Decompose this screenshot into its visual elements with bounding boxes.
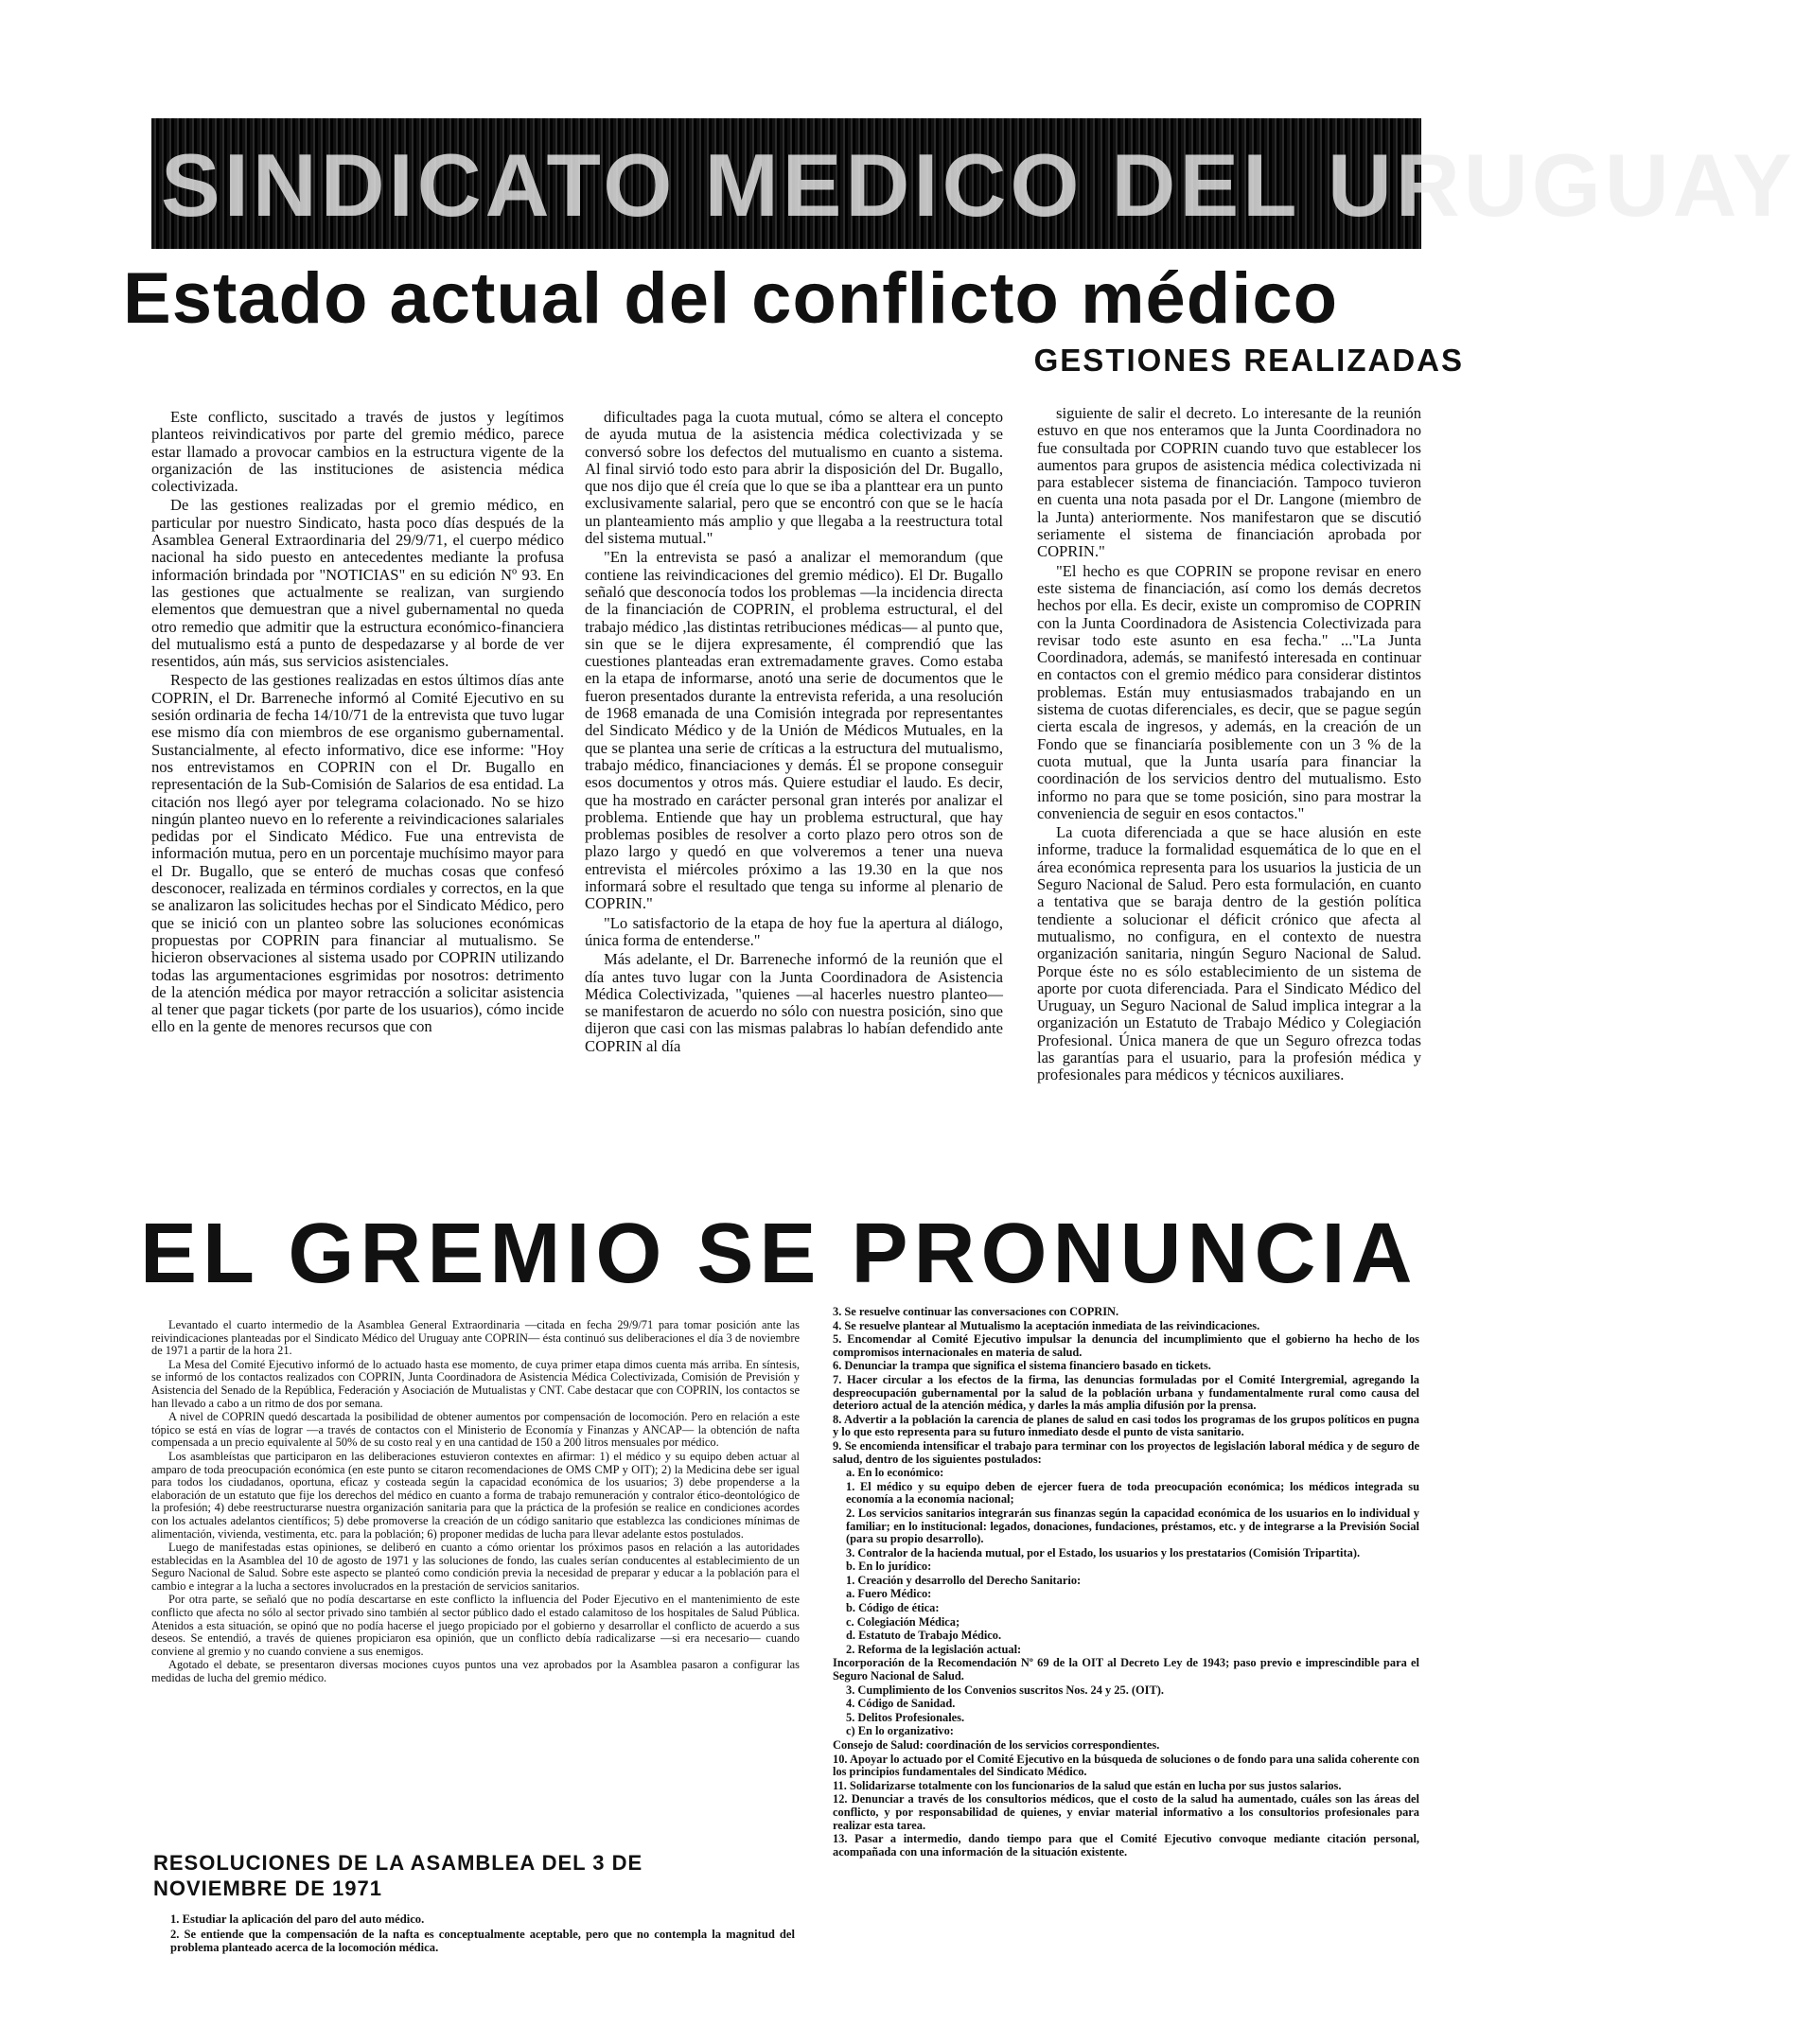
article-column-3 [1037,405,1421,1200]
paragraph: Agotado el debate, se presentaron diversas mociones cuyos puntos una vez aprobados por la Asamblea pasaron a configurar las medidas de lucha del gremio médico. [151,1658,800,1685]
resolution-item [833,1753,1419,1779]
resolution-text: Denunciar la trampa que significa el sistema financiero basado en tickets. [844,1359,1211,1373]
paragraph: De las gestiones realizadas por el gremio médico, en particular por nuestro Sindicato, hasta poco días después de la Asamblea General Extraordinaria del 29/9/71, el cuerpo médico nacional ha sido puesto en antecedentes mediante la profusa información brindada por "NOTICIAS" en su edición Nº 93. En las gestiones que actualmente se realizan, van surgiendo elementos que demuestran que a nivel gubernamental no queda otro remedio que admitir que la estructura económico-financiera del mutualismo está a punto de despedazarse y al borde de ver resentidos, aún más, sus servicios asistenciales. [151,496,564,671]
resolution-number: 2. [170,1927,180,1941]
resolution-text: Advertir a la población la carencia de planes de salud en casi todos los programas de los grupos políticos en pugna y lo que esto representa para su futuro inmediato desde el punto de vista sanitario. [833,1412,1419,1439]
resolution-item [833,1684,1419,1698]
resolution-text: Fuero Médico: [857,1587,932,1601]
paragraph: A nivel de COPRIN quedó descartada la posibilidad de obtener aumentos por compensación de locomoción. Pero en relación a este tópico se está en vías de lograr —a través de contactos con el Ministerio de Economía y Finanzas y ANCAP— la obtención de nafta compensada a un precio equivalente al 50% de su costo real y en una cantidad de 150 a 200 litros mensuales por médico. [151,1410,800,1450]
resolution-item [833,1360,1419,1373]
resolution-text: Reforma de la legislación actual: [857,1642,1022,1656]
assembly-report [151,1319,800,1826]
resolution-item [833,1780,1419,1793]
resolution-text: Solidarizarse totalmente con los funcionarios de la salud que están en lucha por sus justos salarios. [849,1778,1342,1792]
resolution-text: Código de Sanidad. [857,1697,956,1711]
resolution-number: 9. [833,1438,842,1453]
resolution-item [833,1725,1419,1738]
paragraph: Los asambleístas que participaron en las deliberaciones estuvieron contextes en afirmar: 1) el médico y su equipo deben actuar al amparo de toda preocupación económica (en este punto se citaron recomendaciones de OMS CMP y OIT); 2) la Medicina debe ser igual para todos los ciudadanos, oportuna, eficaz y costeada según la capacidad económica de los usuarios; 3) debe propenderse a la elaboración de un estatuto que fije los derechos del médico en cuanto a forma de trabajo remuneración y contralor ético-deontológico de la profesión; 4) debe reestructurarse nuestra organización sanitaria para que la práctica de la profesión se realice en condiciones acordes con los actuales adelantos científicos; 5) debe promoverse la creación de un código sanitario que establezca las condiciones mínimas de alimentación, vivienda, vestimenta, etc. para la población; 6) proponer medidas de lucha para llevar adelante estos postulados. [151,1449,800,1541]
resolution-number: 1. [846,1479,855,1493]
resolution-number: 2. [846,1642,855,1656]
resolution-number: 13. [833,1832,848,1846]
resolution-text: Código de ética: [858,1601,940,1615]
resolution-text: Cumplimiento de los Convenios suscritos Nos. 24 y 25. (OIT). [857,1683,1164,1697]
resolution-number: 7. [833,1372,842,1386]
resolution-item [833,1467,1419,1480]
resolution-item [833,1644,1419,1657]
resolution-number: c) [846,1724,855,1738]
resolution-item [833,1333,1419,1359]
resolution-item [833,1507,1419,1546]
resolution-number: a. [846,1466,855,1480]
resolution-text: Pasar a intermedio, dando tiempo para que el Comité Ejecutivo convoque mediante citación personal, acompañada con una información de la situación existente. [833,1832,1419,1859]
article-column-1 [151,409,564,1204]
resolution-number: 1. [846,1573,855,1587]
resolution-number: a. [846,1587,855,1601]
resolution-text: Incorporación de la Recomendación Nº 69 de la OIT al Decreto Ley de 1943; paso previo e imprescindible para el Seguro Nacional de Salud. [833,1656,1419,1683]
resolution-item [833,1575,1419,1588]
resolution-item [833,1833,1419,1859]
paragraph: La cuota diferenciada a que se hace alusión en este informe, traduce la formalidad esquemática de lo que en el área económica representa para los usuarios la justicia de un Seguro Nacional de Salud. Pero esta formulación, en cuanto a tentativa que se baraja dentro de la gestión política tendiente a solucionar el déficit crónico que afecta al mutualismo, no configura, en el contexto de nuestra organización sanitaria, ningún Seguro Nacional de Salud. Porque éste no es sólo establecimiento de un sistema de aporte por cuota diferenciada. Para el Sindicato Médico del Uruguay, un Seguro Nacional de Salud implica integrar a la organización un Estatuto de Trabajo Médico y Colegiación Profesional. Única manera de que un Seguro ofrezca todas las garantías para el usuario, para la profesión médica y profesionales para médicos y técnicos auxiliares. [1037,823,1421,1084]
resolution-number: 6. [833,1359,842,1373]
resolution-text: Consejo de Salud: coordinación de los servicios correspondientes. [833,1738,1160,1752]
resolution-number: b. [846,1559,855,1574]
resolution-item [833,1698,1419,1711]
paragraph: dificultades paga la cuota mutual, cómo se altera el concepto de ayuda mutua de la asistencia médica colectivizada y se conversó sobre los defectos del mutualismo en cuanto a sistema. Al final sirvió todo esto para abrir la disposición del Dr. Bugallo, que nos dijo que él creía que lo que se iba a planttear era un punto exclusivamente salarial, pero que se encontró con que se le hacía un planteamiento más amplio y que llegaba a la reestructura total del sistema mutual." [585,408,1003,548]
paragraph: Más adelante, el Dr. Barreneche informó de la reunión que el día antes tuvo lugar con la Junta Coordinadora de Asistencia Médica Colectivizada, "quienes —al hacerles nuestro planteo— se manifestaron de acuerdo no sólo con nuestra posición, sino que dijeron que casi con las mismas palabras lo habían defendido ante COPRIN al día [585,950,1003,1055]
resolution-text: Contralor de la hacienda mutual, por el Estado, los usuarios y los prestatarios (Comisión Tripartita). [857,1545,1361,1559]
resolution-text: Los servicios sanitarios integrarán sus finanzas según la capacidad económica de los usuarios en lo individual y familiar; en lo institucional: legados, donaciones, fundaciones, préstamos, etc. y de integrarse a la Previsión Social (para su propio desarrollo). [846,1506,1419,1546]
resolution-number: 12. [833,1792,848,1806]
resolution-item [833,1481,1419,1507]
resolution-text: Se entiende que la compensación de la nafta es conceptualmente aceptable, pero que no contempla la magnitud del problema planteado acerca de la locomoción médica. [170,1927,795,1954]
paragraph: Por otra parte, se señaló que no podía descartarse en este conflicto la influencia del Poder Ejecutivo en el mantenimiento de este conflicto que afecta no sólo al sector privado sino también al sector público dado el estado calamitoso de los hospitales de Salud Pública. Atenidos a esta situación, se opinó que no podía hacerse el juego propiciado por el gobierno y desarrollar el conflicto de acuerdo a sus deseos. Se entendió, a través de quienes propiciaron esa opinión, que un conflicto debía radicalizarse —si era necesario— cuando conviene al gremio y no cuando conviene a sus enemigos. [151,1593,800,1658]
paragraph: siguiente de salir el decreto. Lo interesante de la reunión estuvo en que nos enteramos que la Junta Coordinadora no fue consultada por COPRIN cuando tuvo que establecer los aumentos para grupos de asistencia médica colectivizada ni para establecer sistema de financiación. Tampoco tuvieron en cuenta una nota pasada por el Dr. Langone (miembro de la Junta) anteriormente. Nos manifestaron que se discutió seriamente el sistema de financiación aprobada por COPRIN." [1037,404,1421,561]
paragraph: "Lo satisfactorio de la etapa de hoy fue la apertura al diálogo, única forma de entenderse." [585,913,1003,949]
resolution-item [833,1602,1419,1615]
resolution-text: Colegiación Médica; [856,1614,960,1629]
resolution-number: 4. [833,1318,842,1332]
masthead-banner [151,118,1796,249]
paragraph: "El hecho es que COPRIN se propone revisar en enero este sistema de financiación, así como los demás decretos hechos por ella. Es decir, existe un compromiso de COPRIN con la Junta Coordinadora de Asistencia Colectivizada para revisar todo este asunto en esa fecha." ..."La Junta Coordinadora, además, se manifestó interesada en continuar en contactos con el gremio médico para considerar distintos problemas. Están muy entusiasmados trabajando en un sistema de cuotas diferenciales, es decir, que se pague según cierta escala de ingresos, y además, en la creación de un Fondo que se financiaría posiblemente con un 3 % de la cuota mutual, que la Junta usaría para financiar la coordinación de los servicios dentro del mutualismo. Esto informo no para que se tome posición, sino para mostrar la conveniencia de seguir en esos contactos." [1037,561,1421,822]
resolution-text: En lo organizativo: [857,1724,954,1738]
resolution-item [170,1913,795,1927]
article-title: Estado actual del conflicto médico [123,258,1339,339]
resolution-number: 5. [846,1710,855,1724]
resolution-text: Se resuelve plantear al Mutualismo la aceptación inmediata de las reivindicaciones. [844,1318,1260,1332]
resolution-number: 3. [833,1305,842,1318]
resolutions-list-left [170,1913,795,1956]
resolution-number: b. [846,1601,855,1615]
resolution-text: Apoyar lo actuado por el Comité Ejecutivo en la búsqueda de soluciones o de fondo para una salida coherente con los principios fundamentales del Sindicato Médico. [833,1752,1420,1779]
resolution-number: 1. [170,1912,180,1926]
resolution-text: El médico y su equipo deben de ejercer fuera de toda preocupación económica; los médicos integrada su economía a la economía nacional; [846,1479,1419,1507]
resolution-text: Se encomienda intensificar el trabajo para terminar con los proyectos de legislación laboral médica y de seguro de salud, dentro de los siguientes postulados: [833,1438,1419,1466]
resolution-text: Denunciar a través de los consultorios médicos, que el costo de la salud ha aumentado, cuáles son las áreas del conflicto, y por responsabilidad de quienes, y enviar material informativo a los consultorios profesionales para realizar esta tarea. [833,1792,1419,1832]
resolution-text: Encomendar al Comité Ejecutivo impulsar la denuncia del incumplimiento que el gobierno ha hecho de los compromisos internacionales en materia de salud. [833,1332,1419,1359]
resolution-item [833,1793,1419,1832]
resolution-item [833,1630,1419,1643]
resolution-number: 4. [846,1697,855,1711]
paragraph: La Mesa del Comité Ejecutivo informó de lo actuado hasta ese momento, de cuya primer etapa dimos cuenta más arriba. En síntesis, se informó de los contactos realizados con COPRIN, Junta Coordinadora de Asistencia Médica Colectivizada, Comisión de Previsión y Asistencia del Senado de la República, Federación y Asociación de Mutualistas y CNT. Cabe destacar que con COPRIN, los contactos se han llevado a cabo a un ritmo de dos por semana. [151,1357,800,1410]
resolution-item [833,1739,1419,1753]
resolution-number: c. [846,1614,854,1629]
article-subtitle: GESTIONES REALIZADAS [1033,343,1464,378]
resolution-number: 3. [846,1683,855,1697]
resolution-item [833,1616,1419,1630]
resolutions-heading: RESOLUCIONES DE LA ASAMBLEA DEL 3 DE NOVIEMBRE DE 1971 [153,1851,643,1900]
paragraph: Este conflicto, suscitado a través de justos y legítimos planteos reivindicativos por parte del gremio médico, parece estar llamado a provocar cambios en la estructura vigente de la organización de las instituciones de asistencia médica colectivizada. [151,408,564,496]
resolution-item [833,1374,1419,1413]
resolution-number: d. [846,1629,855,1643]
paragraph: Levantado el cuarto intermedio de la Asamblea General Extraordinaria —citada en fecha 29/9/71 para tomar posición ante las reivindicaciones planteadas por el Sindicato Médico del Uruguay ante COPRIN— ésta continuó sus deliberaciones el día 3 de noviembre de 1971 a partir de la hora 21. [151,1318,800,1358]
paragraph: Luego de manifestadas estas opiniones, se deliberó en cuanto a cómo orientar los próximos pasos en relación a las autoridades establecidas en la Asamblea del 10 de agosto de 1971 y las soluciones de fondo, las cuales serían conducentes al establecimiento de un Seguro Nacional de Salud. Sobre este aspecto se planteó como condición previa la necesidad de preparar y educar a la población para el cambio e integrar a la lucha a sectores involucrados en la prestación de servicios sanitarios. [151,1541,800,1593]
resolution-item [833,1547,1419,1560]
resolution-number: 11. [833,1778,847,1792]
resolution-item [833,1306,1419,1319]
resolution-number: 3. [846,1545,855,1559]
resolution-number: 2. [846,1506,855,1520]
resolution-item [833,1414,1419,1439]
section-title: EL GREMIO SE PRONUNCIA [140,1207,1418,1301]
resolution-text: En lo económico: [857,1466,944,1480]
resolutions-list-right [833,1306,1419,1978]
paragraph: Respecto de las gestiones realizadas en estos últimos días ante COPRIN, el Dr. Barreneche informó al Comité Ejecutivo en su sesión ordinaria de fecha 14/10/71 de la entrevista que tuvo lugar ese mismo día con miembros de ese organismo gubernamental. Sustancialmente, al efecto informativo, dice ese informe: "Hoy nos entrevistamos en COPRIN con el Dr. Bugallo en representación de la Sub-Comisión de Salarios de esa entidad. La citación nos llegó ayer por telegrama colacionado. No se hizo ningún planteo nuevo en lo referente a reivindicaciones salariales pedidas por el Sindicato Médico. Fue una entrevista de información mutua, pero en un porcentaje muchísimo mayor para el Dr. Bugallo, que se enteró de muchas cosas que confesó desconocer, realizada en términos cordiales y correctos, en la que se analizaron las solicitudes hechas por el Sindicato Médico, pero que se inició con un planteo sobre las soluciones económicas propuestas por COPRIN para financiar al mutualismo. Se hicieron observaciones al sistema usado por COPRIN utilizando todas las argumentaciones esgrimidas por nosotros: detrimento de la atención médica por mayor retracción a solicitar asistencia al tener que pagar tickets (por parte de los usuarios), cómo incide ello en la gente de menores recursos que con [151,671,564,1036]
paragraph: "En la entrevista se pasó a analizar el memorandum (que contiene las reivindicaciones del gremio médico). El Dr. Bugallo señaló que desconocía todos los problemas —la incidencia directa de la financiación de COPRIN, el problema estructural, el del trabajo médico ,las distintas retribuciones médicas— al punto que, sin que se le dijera expresamente, él comprendió que las cuestiones planteadas eran extremadamente graves. Como estaba en la etapa de informarse, anotó una serie de documentos que le fueron presentados durante la entrevista referida, a una resolución de 1968 emanada de una Comisión integrada por representantes del Sindicato Médico y de la Unión de Médicos Mutuales, en la que se plantea una serie de críticas a la estructura del mutualismo, trabajo médico, financiaciones y demás. Él se propone conseguir esos documentos y otros más. Quiere estudiar el laudo. Es decir, que ha mostrado en carácter personal gran interés por analizar el problema. Entiende que hay un problema estructural, que hay problemas posibles de resolver a corto plazo pero otros son de plazo largo y quedó en que volveremos a tener una nueva entrevista el miércoles próximo a las 19.30 en la que nos informará sobre el resultado que tenga su informe al plenario de COPRIN." [585,548,1003,913]
resolution-item [833,1657,1419,1683]
resolution-item [170,1929,795,1955]
resolution-item [833,1588,1419,1601]
resolution-item [833,1320,1419,1333]
resolution-text: Estatuto de Trabajo Médico. [858,1629,1002,1643]
article-column-2 [585,409,1003,1204]
masthead-text: SINDICATO MEDICO DEL URUGUAY [161,135,1796,235]
resolution-text: Delitos Profesionales. [857,1710,965,1724]
resolution-text: Se resuelve continuar las conversaciones con COPRIN. [844,1305,1119,1318]
resolution-number: 10. [833,1752,848,1766]
resolution-number: 5. [833,1332,842,1347]
resolution-text: Estudiar la aplicación del paro del auto médico. [182,1912,425,1926]
resolution-text: Hacer circular a los efectos de la firma, las denuncias formuladas por el Comité Intergremial, agregando la despreocupación gubernamental por la salud de la población urbana y fundamentalmente rural como causa del deterioro actual de la atención médica, y darles la más amplia difusión por la prensa. [833,1372,1419,1413]
resolution-text: En lo jurídico: [858,1559,932,1574]
resolution-item [833,1560,1419,1574]
resolution-text: Creación y desarrollo del Derecho Sanitario: [857,1573,1082,1587]
resolution-number: 8. [833,1412,842,1426]
resolution-item [833,1712,1419,1725]
resolution-item [833,1440,1419,1466]
